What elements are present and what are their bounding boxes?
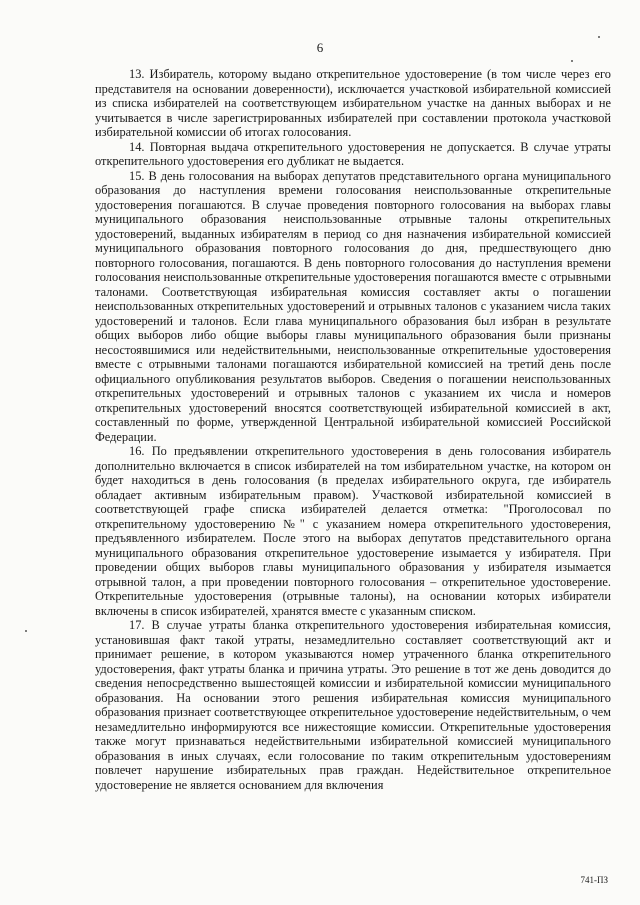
scan-speck <box>598 36 600 38</box>
document-body <box>95 67 611 792</box>
document-code: 741-ПЗ <box>580 875 608 885</box>
paragraph-15: 15. В день голосования на выборах депутатов представительного органа муниципального образования до наступления времени голосования неиспользованные открепительные удостоверения погашаются. В случае проведения повторного голосования на выборах главы муниципального образования неиспользованные отрывные талоны открепительных удостоверений, выданных избирателям в период со дня назначения избирательной комиссией муниципального образования повторного голосования до дня, предшествующего дню повторного голосования, погашаются. В день повторного голосования до наступления времени голосования неиспользованные открепительные удостоверения погашаются вместе с отрывными талонами. Соответствующая избирательная комиссия составляет акты о погашении неиспользованных открепительных удостоверений и отрывных талонов с указанием числа таких удостоверений и талонов. Если глава муниципального образования был избран в результате общих выборов либо общие выборы главы муниципального образования были признаны несостоявшимися или недействительными, неиспользованные открепительные удостоверения вместе с отрывными талонами погашаются избирательной комиссией на третий день после официального опубликования результатов выборов. Сведения о погашении неиспользованных открепительных удостоверений и отрывных талонов с указанием их числа и номеров открепительных удостоверений вносятся соответствующей избирательной комиссией в акт, составленный по форме, утвержденной Центральной избирательной комиссией Российской Федерации. <box>95 168 611 444</box>
scan-speck <box>25 630 27 632</box>
page-number: 6 <box>316 40 324 55</box>
paragraph-14: 14. Повторная выдача открепительного удостоверения не допускается. В случае утраты открепительного удостоверения его дубликат не выдается. <box>95 139 611 168</box>
paragraph-13: 13. Избиратель, которому выдано открепительное удостоверение (в том числе через его представителя на основании доверенности), исключается участковой избирательной комиссией из списка избирателей на соответствующем избирательном участке на данных выборах и не учитывается в числе зарегистрированных избирателей при составлении протокола участковой избирательной комиссии об итогах голосования. <box>95 67 611 139</box>
paragraph-17: 17. В случае утраты бланка открепительного удостоверения избирательная комиссия, установившая факт такой утраты, незамедлительно составляет соответствующий акт и принимает решение, в котором указываются номер утраченного бланка открепительного удостоверения, факт утраты бланка и причина утраты. Это решение в тот же день доводится до сведения непосредственно вышестоящей комиссии и избирательной комиссии муниципального образования. На основании этого решения избирательная комиссия муниципального образования признает соответствующее открепительное удостоверение недействительным, о чем незамедлительно информируются все нижестоящие комиссии. Открепительные удостоверения также могут признаваться недействительными избирательной комиссией муниципального образования в иных случаях, если голосование по таким открепительным удостоверениям повлечет нарушение избирательных прав граждан. Недействительное открепительное удостоверение не является основанием для включения <box>95 618 611 792</box>
scan-speck <box>571 60 573 62</box>
paragraph-16: 16. По предъявлении открепительного удостоверения в день голосования избиратель дополнительно включается в список избирателей на том избирательном участке, на котором он будет находиться в день голосования (в пределах избирательного округа, где избиратель обладает активным избирательным правом). Участковой избирательной комиссией в соответствующей графе списка избирателей делается отметка: "Проголосовал по открепительному удостоверению №" с указанием номера открепительного удостоверения, предъявленного избирателем. После этого на выборах депутатов представительного органа муниципального образования открепительное удостоверение изымается у избирателя. При проведении общих выборов главы муниципального образования у избирателя изымается отрывной талон, а при проведении повторного голосования – открепительное удостоверение. Открепительные удостоверения (отрывные талоны), на основании которых избиратели включены в список избирателей, хранятся вместе с указанным списком. <box>95 444 611 618</box>
